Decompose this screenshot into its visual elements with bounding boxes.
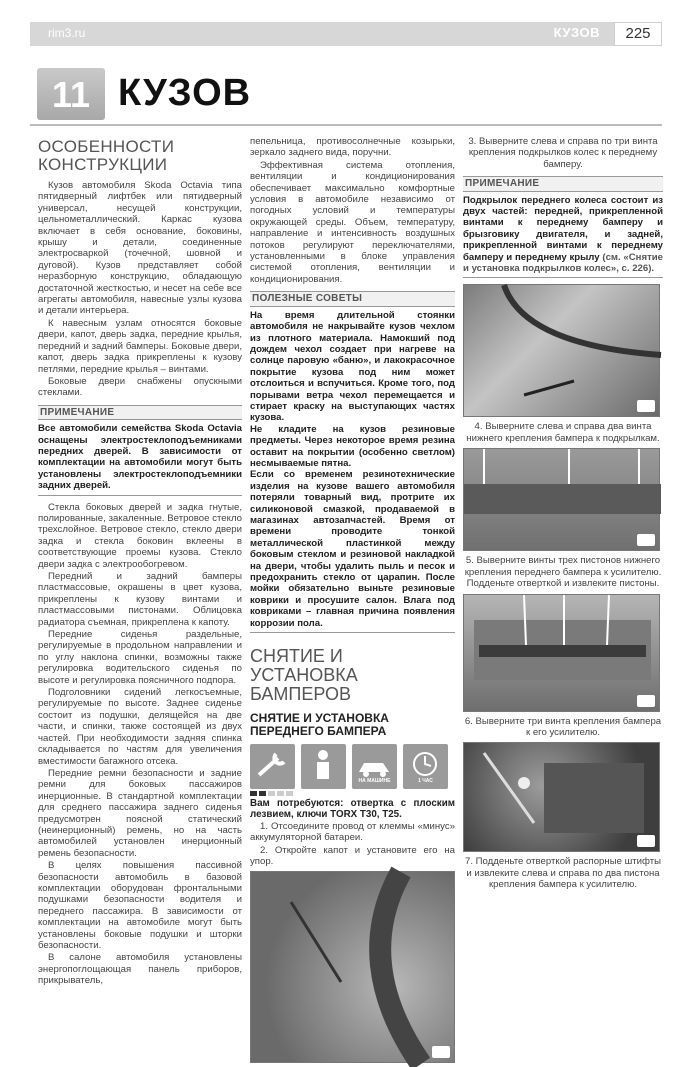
step-text: 6. Выверните три винта крепления бампера к его усилителю. [464,715,662,738]
required-tools: Вам потребуются: отвертка с плоским лезвием, ключи TORX T30, T25. [250,798,455,821]
difficulty-icons [250,744,455,789]
photo-hood-open [250,871,455,1063]
person-icon [301,744,346,789]
subsection-heading-front-bumper: СНЯТИЕ И УСТАНОВКА ПЕРЕДНЕГО БАМПЕРА [250,711,389,739]
wrench-icon [250,744,295,789]
photo-bumper-clips [463,742,660,852]
paragraph: Кузов автомобиля Skoda Octavia типа пятидверный лифтбек или пятидверный универсал, несущей конструкции, цельнометаллический. Каркас кузова включает в себя основание, боковины, крышу и детали, соединенные электросваркой (точечной, шовной и дуговой). Кузов представляет собой неразборную конструкцию, обладающую достаточной жесткостью, и несет на себе все агрегаты автомобиля, навесные узлы кузова и детали интерьера. [38,180,242,317]
column-3 [463,136,663,892]
paragraph: К навесным узлам относятся боковые двери, капот, дверь задка, передние крылья, передний и задний бамперы. Боковые двери, капот, дверь задка прикреплены к кузову петлями, передние крылья – винтами. [38,317,242,375]
note-text: Все автомобили семейства Skoda Octavia оснащены электростеклоподъемниками передних дверей. В зависимости от комплектации на автомобили могут быть установлены электростеклоподъемники задних дверей. [38,423,242,495]
paragraph: Подголовники сидений легкосъемные, регулируемые по высоте. Заднее сиденье состоит из подушки, делящейся на две части, и спинки, также состоящей из двух частей. При необходимости задняя спинка складывается по частям для увеличения вместимости багажного отсека. [38,687,242,767]
paragraph: пепельница, противосолнечные козырьки, зеркало заднего вида, поручни. [250,136,455,159]
paragraph: Передние сиденья раздельные, регулируемые в продольном направлении и по углу наклона спинки, возможны также регулировка водительского сиденья по высоте и регулировка поясничного подпора. [38,629,242,686]
site-url[interactable]: rim3.ru [48,26,86,40]
paragraph: Боковые двери снабжены опускными стеклами. [38,375,242,399]
car-badge-icon [637,534,655,546]
step-text: 2. Откройте капот и установите его на упор. [250,844,455,868]
chapter-title: КУЗОВ [118,72,252,114]
car-badge-icon [637,835,655,847]
photo-bumper-lower [463,448,660,551]
note-reference[interactable]: (см. «Снятие и установка подкрылков колес», с. 226). [463,251,664,275]
column-2 [250,136,455,1063]
step-text: 7. Подденьте отверткой распорные штифты и извлеките слева и справа по два пистона крепления бампера к усилителю. [464,856,662,891]
difficulty-dots [250,791,455,796]
paragraph: Стекла боковых дверей и задка гнутые, полированные, закаленные. Ветровое стекло трехслойное. Ветровое стекло, стекло двери задка и стекла боковин вклеены в соответствующие проемы кузова. Стекло двери задка с электрообогревом. [38,501,242,570]
note-body: Подкрылок переднего колеса состоит из двух частей: передней, прикрепленной винтами к переднему бамперу и брызговику двигателя, и задней, прикрепленной винтами к переднему бамперу и переднему крылу [463,194,663,263]
tips-heading: ПОЛЕЗНЫЕ СОВЕТЫ [250,291,455,306]
icon-label: НА МАШИНЕ [358,777,391,784]
section-heading-construction: ОСОБЕННОСТИ КОНСТРУКЦИИ [38,137,175,174]
note-heading: ПРИМЕЧАНИЕ [463,176,663,191]
paragraph: Эффективная система отопления, вентиляции и кондиционирования обеспечивает максимально комфортные условия в автомобиле независимо от погодных условий и температуры окружающей среды. Объем, температуру, направление и интенсивность воздушных потоков регулируют переключателями, установленными в блоке управления системой отопления, вентиляции и кондиционирования. [250,159,455,285]
paragraph: В салоне автомобиля установлены энергопоглощающая панель приборов, прикрыватель, [38,952,242,987]
clock-icon [403,744,448,789]
page-number: 225 [614,22,662,46]
car-badge-icon [637,695,655,707]
photo-bumper-reinforcement [463,594,660,712]
paragraph: Передние ремни безопасности и задние ремни для боковых пассажиров инерционные. В стандартной комплектации для среднего пассажира заднего сиденья предусмотрен поясной статический (неинерционный) ремень, но на часть автомобилей установлен инерционный ремень безопасности. [38,767,242,859]
paragraph: Передний и задний бамперы пластмассовые, окрашены в цвет кузова, прикреплены к кузову винтами и пластмассовыми пистонами. Облицовка радиатора съемная, прикреплена к капоту. [38,571,242,628]
chapter-number: 11 [51,74,91,115]
column-1 [38,136,242,988]
chapter-divider [30,124,662,126]
photo-wheel-arch [463,284,660,417]
step-text: 5. Выверните винты трех пистонов нижнего крепления переднего бампера к усилителю. Подденьте отверткой и извлеките пистоны. [464,555,662,590]
tip-text: На время длительной стоянки автомобиля не накрывайте кузов чехлом из плотного материала. Намокший под дождем чехол создает при нагреве на солнце паровую «баню», и лакокрасочное покрытие кузова под ним может отслоиться и вспучиться. Кроме того, под порывами ветра чехол перемещается и стирает краску на выступающих частях кузова. [250,309,455,424]
page-header [30,22,662,46]
header-section-title: КУЗОВ [553,25,600,40]
car-badge-icon [432,1046,450,1058]
step-text: 4. Выверните слева и справа два винта нижнего крепления бампера к подкрылкам. [466,421,660,444]
car-on-ground-icon [352,744,397,789]
step-text: 3. Выверните слева и справа по три винта крепления подкрылков колес к переднему бамперу. [468,136,658,170]
section-heading-bumpers: СНЯТИЕ И УСТАНОВКА БАМПЕРОВ [250,646,358,705]
paragraph: В целях повышения пассивной безопасности автомобиль в базовой комплектации оборудован фронтальными подушками безопасности водителя и переднего пассажира. В зависимости от комплектации на автомобиле могут быть установлены боковые подушки и шторки безопасности. [38,860,242,951]
step-text: 1. Отсоедините провод от клеммы «минус» аккумуляторной батареи. [250,820,455,844]
note-heading: ПРИМЕЧАНИЕ [38,405,242,420]
icon-label: 1 ЧАС [418,777,433,784]
chapter-number-box [37,68,105,120]
tip-text: Если со временем резинотехнические изделия на кузове вашего автомобиля потеряли товарный вид, протрите их силиконовой смазкой, продаваемой в магазинах автозапчастей. Время от времени проводите тонкой металлической пластинкой между боковым стеклом и резиновой накладкой на двери, чтобы удалить пыль и песок и предохранить стекло от царапин. После мойки обязательно выньте резиновые коврики и просушите салон. Влага под ковриками – главная причина появления коррозии пола. [250,469,455,633]
tip-text: Не кладите на кузов резиновые предметы. Через некоторое время резина оставит на покрытии (особенно светлом) несмываемые пятна. [250,423,455,469]
note-text [463,195,663,279]
car-badge-icon [637,400,655,412]
